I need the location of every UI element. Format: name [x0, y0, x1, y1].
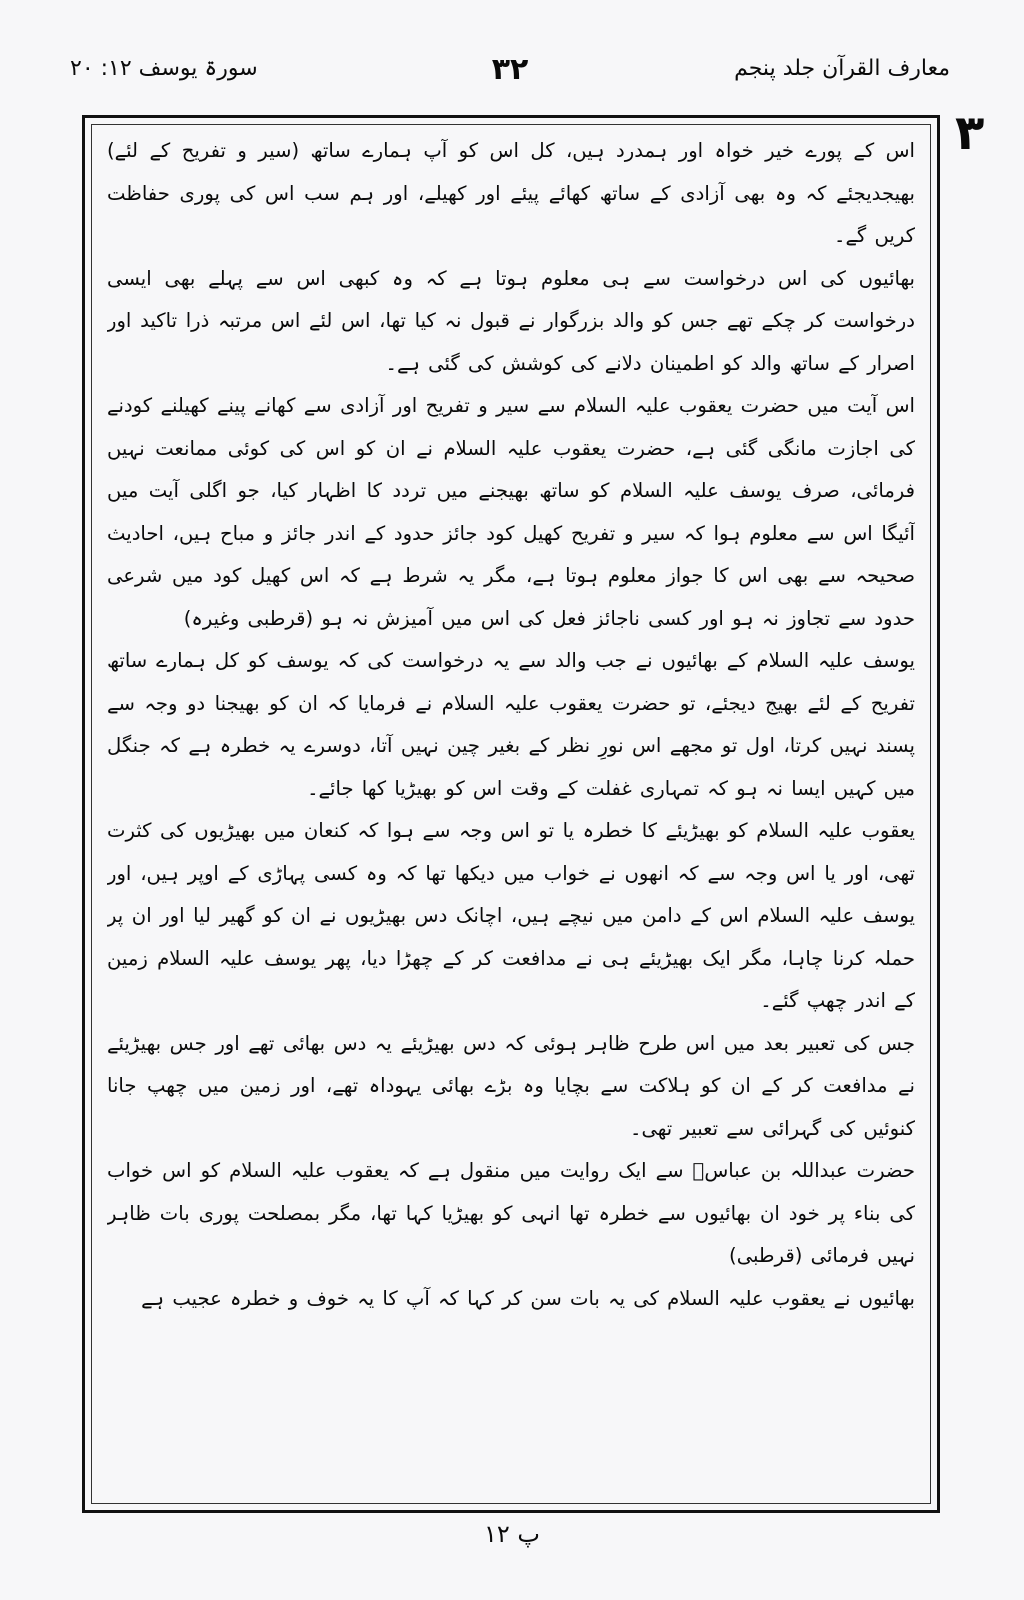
page-border	[82, 115, 940, 1513]
paragraph: بھائیوں نے یعقوب علیہ السلام کی یہ بات سن کر کہا کہ آپ کا یہ خوف و خطرہ عجیب ہے	[141, 1286, 915, 1310]
paragraph: اس کے پورے خیر خواہ اور ہمدرد ہیں، کل اس کو آپ ہمارے ساتھ (سیر و تفریح کے لئے) بھیجدیجئے کہ وہ بھی آزادی کے ساتھ کھائے پیئے اور کھیلے، اور ہم سب اس کی پوری حفاظت کریں گے۔	[107, 139, 915, 247]
para-marker: پ ۱۲	[483, 1520, 540, 1548]
paragraph: بھائیوں کی اس درخواست سے ہی معلوم ہوتا ہے کہ وہ کبھی اس سے پہلے بھی ایسی درخواست کر چکے تھے جس کو والد بزرگوار نے قبول نہ کیا تھا، اس لئے اس مرتبہ ذرا تاکید اور اصرار کے ساتھ والد کو اطمینان دلانے کی کوشش کی گئی ہے۔	[107, 266, 915, 375]
paragraph: اس آیت میں حضرت یعقوب علیہ السلام سے سیر و تفریح اور آزادی سے کھانے پینے کھیلنے کودنے کی اجازت مانگی گئی ہے، حضرت یعقوب علیہ السلام نے ان کو اس کی کوئی ممانعت نہیں فرمائی، صرف یوسف علیہ السلام کو ساتھ بھیجنے میں تردد کا اظہار کیا، جو اگلی آیت میں آئیگا اس سے معلوم ہوا کہ سیر و تفریح کھیل کود جائز حدود کے اندر جائز و مباح ہیں، احادیث صحیحہ سے بھی اس کا جواز معلوم ہوتا ہے، مگر یہ شرط ہے کہ اس کھیل کود میں شرعی حدود سے تجاوز نہ ہو اور کسی ناجائز فعل کی اس میں آمیزش نہ ہو (قرطبی وغیرہ)	[107, 394, 915, 630]
paragraph: حضرت عبداللہ بن عباسؓ سے ایک روایت میں منقول ہے کہ یعقوب علیہ السلام کو اس خواب کی بناء پر خود ان بھائیوں سے خطرہ تھا انہی کو بھیڑیا کہا تھا، مگر بمصلحت پوری بات ظاہر نہیں فرمائی (قرطبی)	[107, 1159, 915, 1267]
book-title: معارف القرآن جلد پنجم	[734, 56, 950, 81]
paragraph: یوسف علیہ السلام کے بھائیوں نے جب والد سے یہ درخواست کی کہ یوسف کو کل ہمارے ساتھ تفریح کے لئے بھیج دیجئے، تو حضرت یعقوب علیہ السلام نے فرمایا کہ ان کو بھیجنا دو وجہ سے پسند نہیں کرتا، اول تو مجھے اس نورِ نظر کے بغیر چین نہیں آتا، دوسرے یہ خطرہ ہے کہ جنگل میں کہیں ایسا نہ ہو کہ تمہاری غفلت کے وقت اس کو بھیڑیا کھا جائے۔	[107, 649, 915, 800]
page-number: ۳۲	[491, 52, 529, 87]
running-header	[70, 52, 950, 102]
surah-reference: سورۃ یوسف ۱۲: ۲۰	[70, 56, 258, 81]
section-number: ۳	[955, 105, 985, 161]
paragraph: یعقوب علیہ السلام کو بھیڑیئے کا خطرہ یا تو اس وجہ سے ہوا کہ کنعان میں بھیڑیوں کی کثرت تھی، اور یا اس وجہ سے کہ انھوں نے خواب میں دیکھا تھا کہ وہ کسی پہاڑی کے اوپر ہیں، اور یوسف علیہ السلام اس کے دامن میں نیچے ہیں، اچانک دس بھیڑیوں نے ان کو گھیر لیا اور ان پر حملہ کرنا چاہا، مگر ایک بھیڑیئے ہی نے مدافعت کر کے چھڑا دیا، پھر یوسف علیہ السلام زمین کے اندر چھپ گئے۔	[107, 819, 915, 1012]
body-text	[107, 130, 915, 1500]
paragraph: جس کی تعبیر بعد میں اس طرح ظاہر ہوئی کہ دس بھیڑیئے یہ دس بھائی تھے اور جس بھیڑیئے نے مدافعت کر کے ان کو ہلاکت سے بچایا وہ بڑے بھائی یہوداہ تھے، اور زمین میں چھپ جانا کنوئیں کی گہرائی سے تعبیر تھی۔	[107, 1031, 915, 1140]
